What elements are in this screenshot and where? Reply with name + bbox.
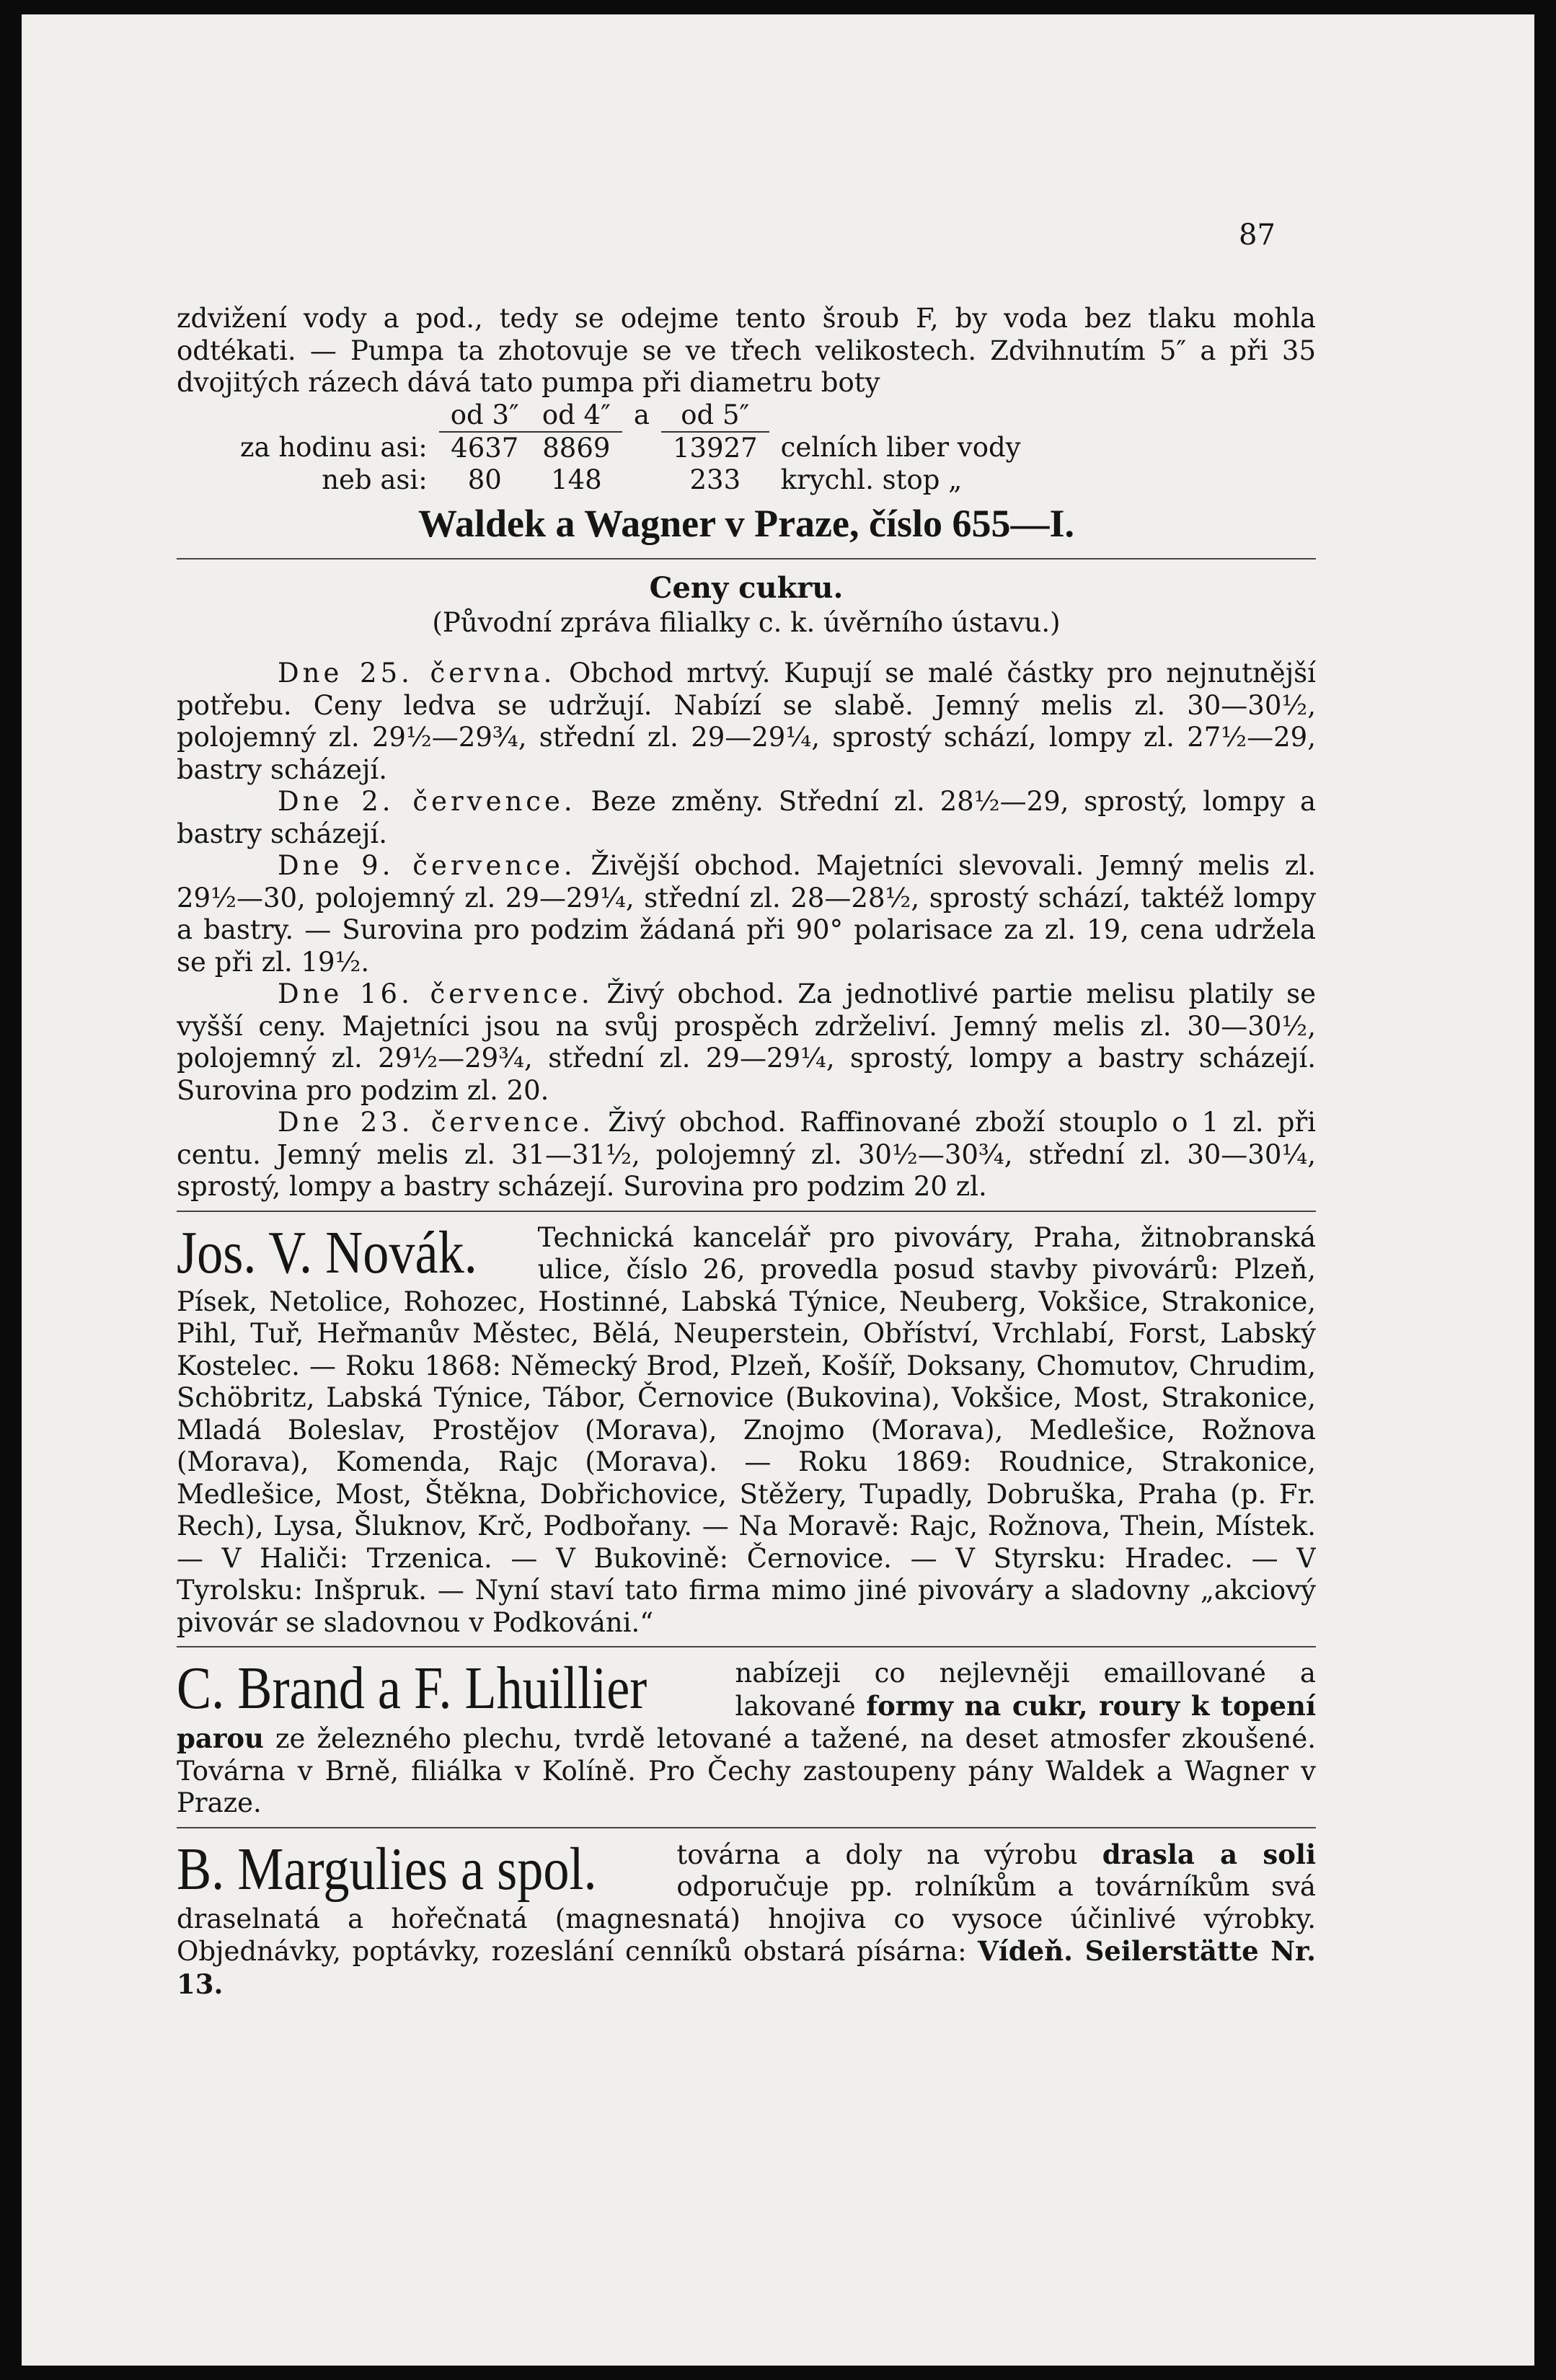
page xyxy=(22,14,1534,2366)
ad-brand-lhuillier xyxy=(177,1658,1316,1820)
cell: 8869 xyxy=(542,432,611,464)
ad-brand-products: formy na cukr, roury k topení parou xyxy=(177,1689,1316,1754)
report-text: Živý obchod. Raffinované zboží stouplo o 1 zl. při centu. Jemný melis zl. 31—31½, polojemný zl. 30½—30¾, střední zl. 30—30¼, sprostý, lompy a bastry scházejí. Surovina pro podzim 20 zl. xyxy=(177,1107,1316,1202)
row-label: neb asi: xyxy=(322,464,428,495)
report-text: Beze změny. Střední zl. 28½—29, sprostý, lompy a bastry scházejí. xyxy=(177,786,1317,849)
report-date: Dne 16. července. xyxy=(278,978,593,1009)
page-content xyxy=(177,14,1316,2001)
ad-brand-text: nabízeji co nejlevněji emaillované a lakované formy na cukr, roury k topení parou ze železného plechu, tvrdě letované a tažené, na deset atmosfer zkoušené. Továrna v Brně, filiálka v Kolíně. Pro Čechy zastoupeny pány Waldek a Wagner v Praze. xyxy=(177,1658,1316,1818)
report-date: Dne 9. července. xyxy=(278,850,576,881)
divider xyxy=(177,1827,1316,1828)
ad-novak-name: Jos. V. Novák. xyxy=(177,1221,477,1286)
pump-table-row xyxy=(240,464,1033,496)
ad-margulies-address: Vídeň. Seilerstätte Nr. 13. xyxy=(177,1935,1316,2000)
sugar-report xyxy=(177,850,1316,978)
divider xyxy=(177,1646,1316,1647)
report-date: Dne 2. července. xyxy=(278,786,576,817)
cell: 13927 xyxy=(672,432,758,464)
col-connector: a xyxy=(633,399,650,430)
sugar-title: Ceny cukru. xyxy=(649,570,844,605)
report-text: Živější obchod. Majetníci slevovali. Jemný melis zl. 29½—30, polojemný zl. 29—29¼, střední zl. 28—28½, sprostý schází, taktéž lompy a bastry. — Surovina pro podzim žádaná při 90° polarisace za zl. 19, cena udržela se při zl. 19½. xyxy=(177,850,1316,978)
cell: 233 xyxy=(689,464,741,495)
ad-margulies-products: drasla a soli xyxy=(1102,1838,1316,1870)
ad-margulies-text: továrna a doly na výrobu drasla a soli odporučuje pp. rolníkům a továrníkům svá draselnatá a hořečnatá (magnesnatá) hnojiva co vysoce účinlivé výrobky. Objednávky, poptávky, rozeslání cenníků obstará písárna: Vídeň. Seilerstätte Nr. 13. xyxy=(177,1838,1316,2000)
pump-table-row xyxy=(240,432,1033,464)
sugar-report xyxy=(177,658,1316,786)
divider xyxy=(177,558,1316,559)
sugar-report xyxy=(177,1107,1316,1203)
col-header: od 4″ xyxy=(531,399,622,432)
cell: 148 xyxy=(551,464,602,495)
col-header: od 5″ xyxy=(661,399,769,432)
page-number: 87 xyxy=(1239,218,1276,252)
dealer-line: Waldek a Wagner v Praze, číslo 655—I. xyxy=(418,501,1074,545)
cell: 80 xyxy=(467,464,502,495)
sugar-report xyxy=(177,978,1316,1107)
divider xyxy=(177,1211,1316,1212)
pump-intro: zdvižení vody a pod., tedy se odejme tento šroub F, by voda bez tlaku mohla odtékati. — Pumpa ta zhotovuje se ve třech velikostech. Zdvihnutím 5″ a při 35 dvojitých rázech dává tato pumpa při diametru boty xyxy=(177,303,1316,398)
pump-table xyxy=(240,399,1033,496)
cell-unit: krychl. stop „ xyxy=(780,464,963,495)
top-margin xyxy=(177,14,1316,303)
cell: 4637 xyxy=(451,432,519,464)
report-date: Dne 25. června. xyxy=(278,658,556,689)
report-text: Obchod mrtvý. Kupují se malé částky pro nejnutnější potřebu. Ceny ledva se udržují. Nabízí se slabě. Jemný melis zl. 30—30½, polojemný zl. 29½—29¾, střední zl. 29—29¼, sprostý schází, lompy zl. 27½—29, bastry scházejí. xyxy=(177,658,1316,785)
sugar-report xyxy=(177,786,1316,850)
cell-unit: celních liber vody xyxy=(780,432,1021,463)
ad-novak xyxy=(177,1222,1316,1640)
report-date: Dne 23. července. xyxy=(278,1107,595,1138)
ad-brand-name: C. Brand a F. Lhuillier xyxy=(177,1658,647,1722)
report-text: Živý obchod. Za jednotlivé partie melisu platily se vyšší ceny. Majetníci jsou na svůj prospěch zdrželiví. Jemný melis zl. 30—30½, polojemný zl. 29½—29¾, střední zl. 29—29¼, sprostý, lompy a bastry scházejí. Surovina pro podzim zl. 20. xyxy=(177,978,1316,1106)
ad-novak-text: Technická kancelář pro pivováry, Praha, žitnobranská ulice, číslo 26, provedla posud stavby pivovárů: Plzeň, Písek, Netolice, Rohozec, Hostinné, Labská Týnice, Neuberg, Vokšice, Strakonice, Pihl, Tuř, Heřmanův Městec, Bělá, Neuperstein, Obříství, Vrchlabí, Forst, Labský Kostelec. — Roku 1868: Německý Brod, Plzeň, Košíř, Doksany, Chomutov, Chrudim, Schöbritz, Labská Týnice, Tábor, Černovice (Bukovina), Vokšice, Most, Strakonice, Mladá Boleslav, Prostějov (Morava), Znojmo (Morava), Medlešice, Rožnova (Morava), Komenda, Rajc (Morava). — Roku 1869: Roudnice, Strakonice, Medlešice, Most, Štěkna, Dobřichovice, Stěžery, Tupadly, Dobruška, Praha (p. Fr. Rech), Lysa, Šluknov, Krč, Podbořany. — Na Moravě: Rajc, Rožnova, Thein, Místek. — V Haliči: Trzenica. — V Bukovině: Černovice. — V Styrsku: Hradec. — V Tyrolsku: Inšpruk. — Nyní staví tato firma mimo jiné pivováry a sladovny „akciový pivovár se sladovnou v Podkováni.“ xyxy=(177,1221,1316,1638)
ad-margulies-name: B. Margulies a spol. xyxy=(177,1838,597,1903)
row-label: za hodinu asi: xyxy=(240,432,428,463)
ad-margulies xyxy=(177,1839,1316,2001)
pump-table-header xyxy=(240,399,1033,432)
sugar-subtitle: (Původní zpráva filialky c. k. úvěrního ústavu.) xyxy=(432,606,1061,638)
col-header: od 3″ xyxy=(439,399,531,432)
